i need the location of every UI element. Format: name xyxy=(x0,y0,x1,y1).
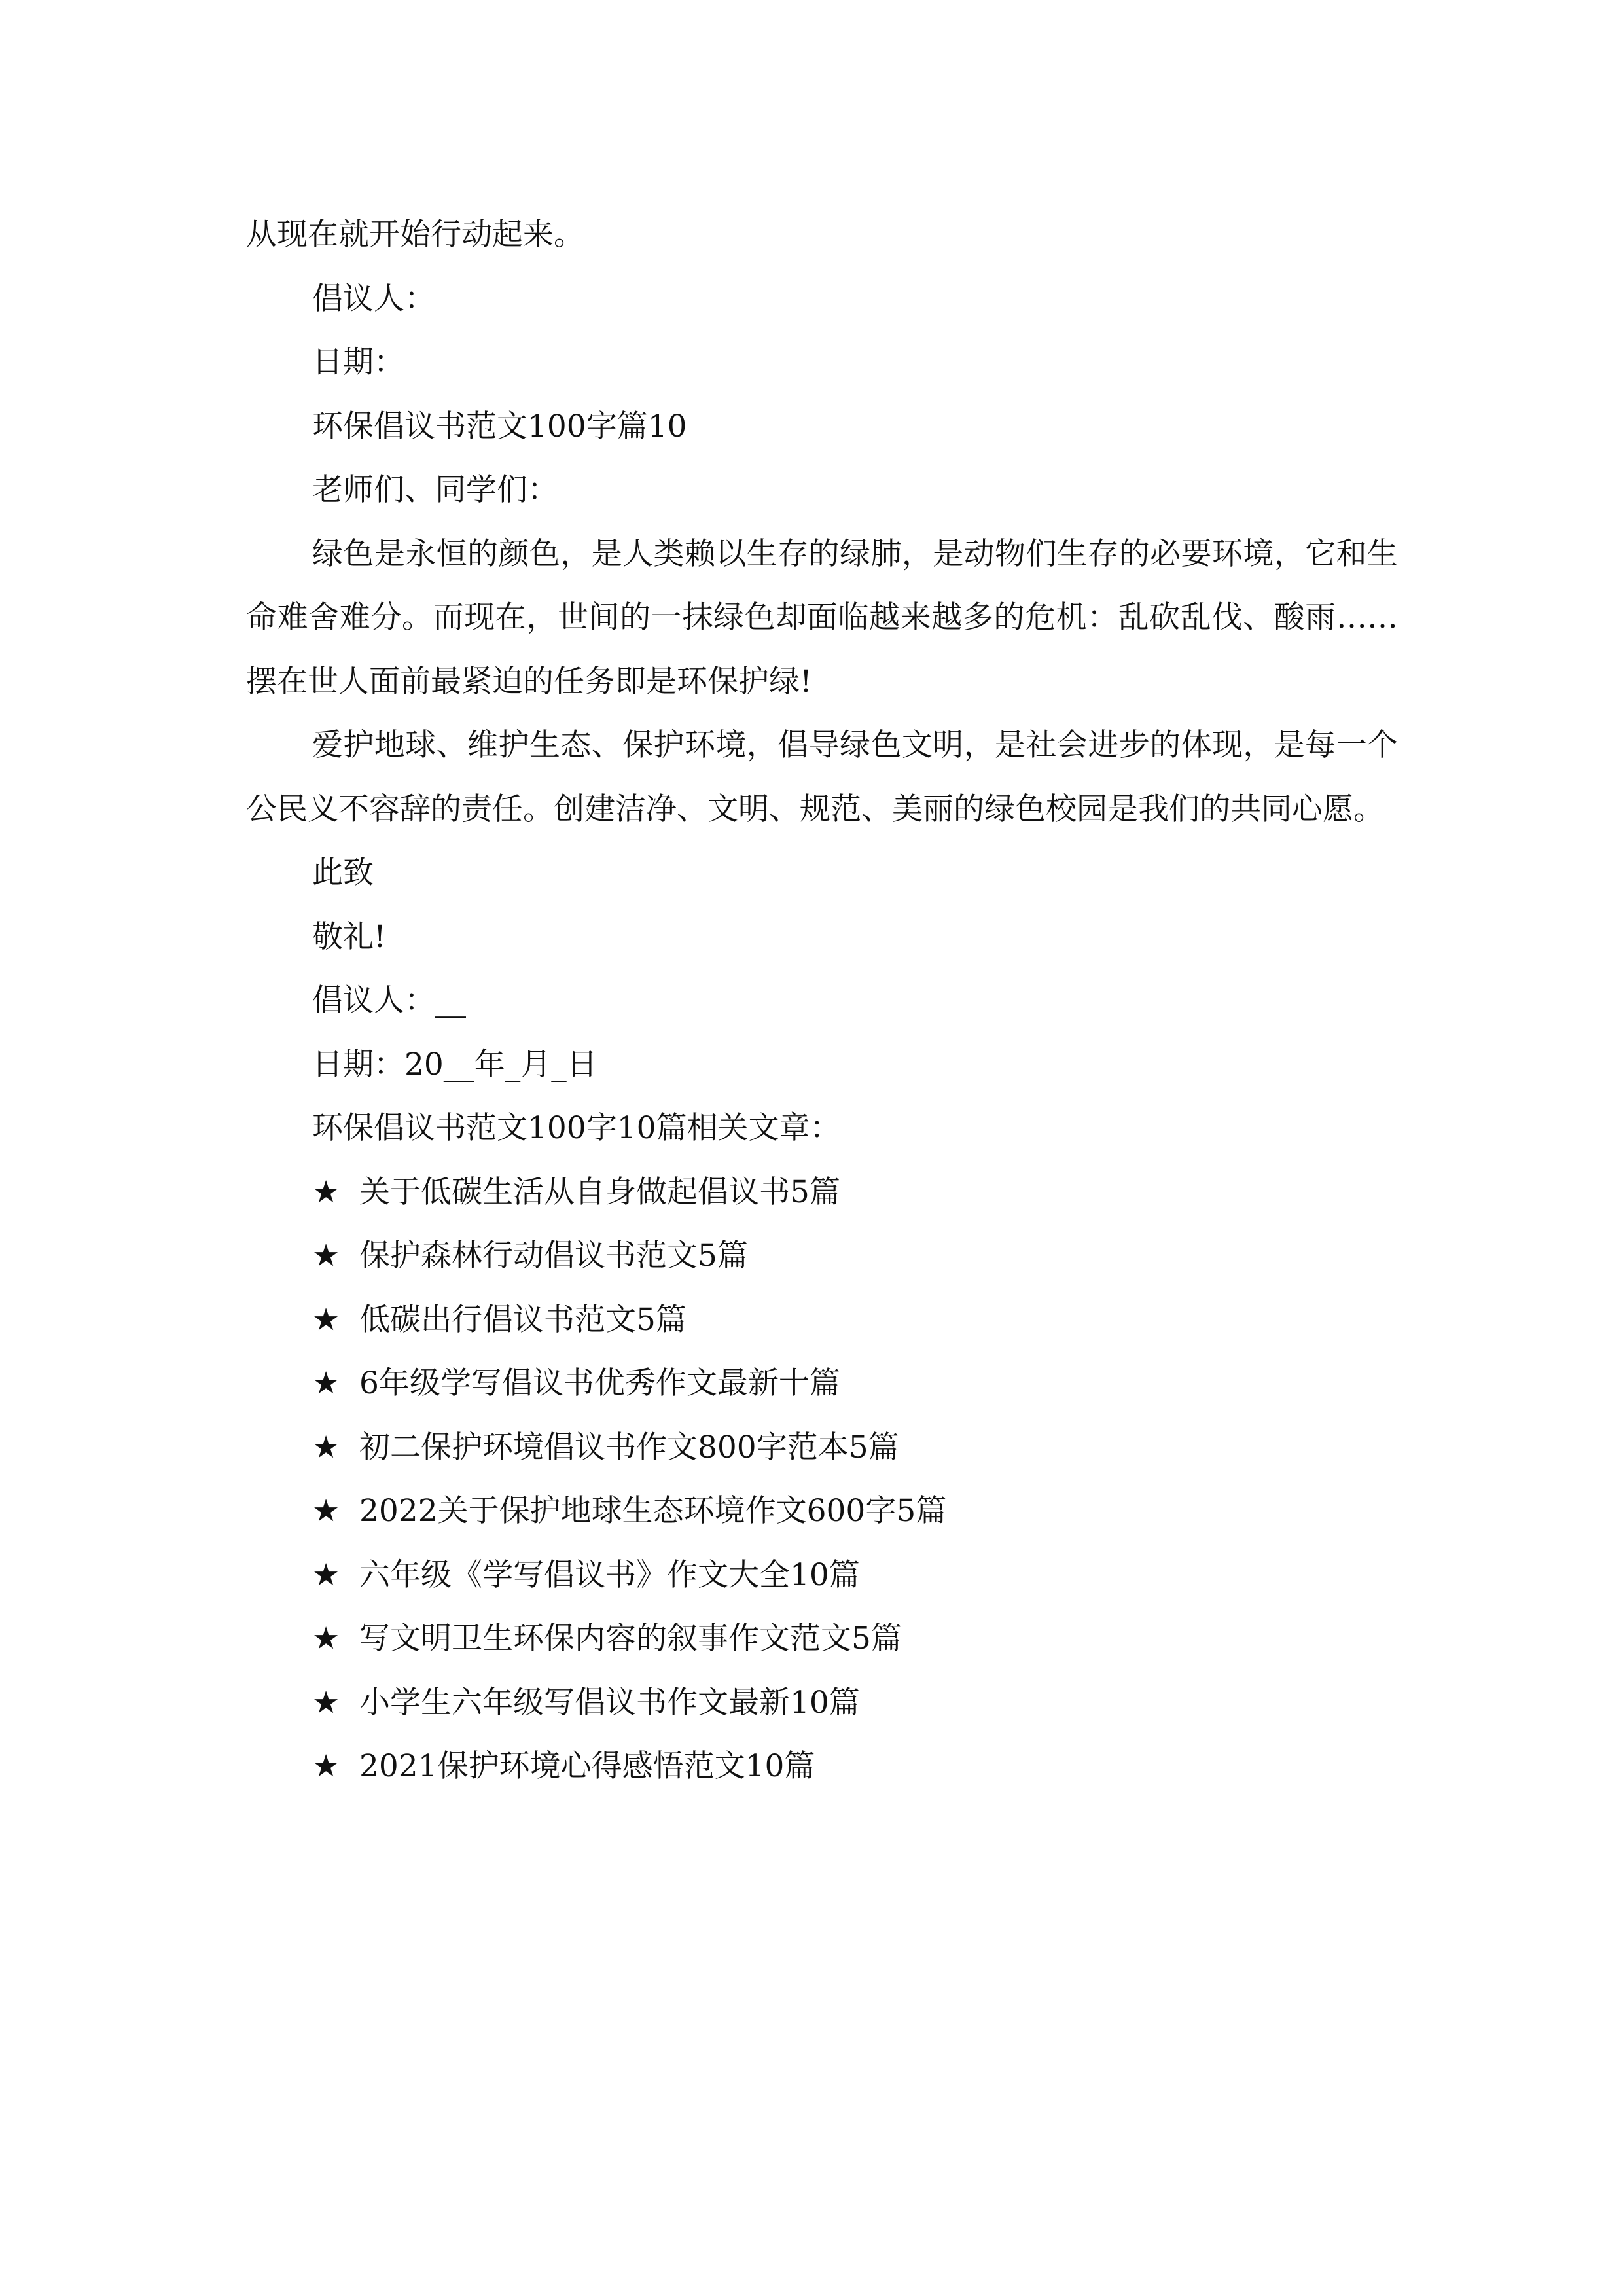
star-icon: ★ xyxy=(312,1621,340,1657)
related-article-link[interactable] xyxy=(246,1479,1398,1543)
related-article-title: 6年级学写倡议书优秀作文最新十篇 xyxy=(359,1365,840,1401)
related-article-link[interactable] xyxy=(246,1352,1398,1416)
related-article-link[interactable] xyxy=(246,1160,1398,1225)
salutation: 老师们、同学们： xyxy=(312,472,558,508)
star-icon: ★ xyxy=(312,1238,340,1274)
related-article-title: 六年级《学写倡议书》作文大全10篇 xyxy=(359,1556,860,1593)
related-article-link[interactable] xyxy=(246,1543,1398,1607)
related-article-link[interactable] xyxy=(246,1734,1398,1799)
section-heading: 环保倡议书范文100字篇10 xyxy=(312,408,687,444)
related-article-title: 2021保护环境心得感悟范文10篇 xyxy=(359,1748,815,1784)
related-article-title: 关于低碳生活从自身做起倡议书5篇 xyxy=(359,1174,840,1210)
body-paragraph-2: 爱护地球、维护生态、保护环境，倡导绿色文明，是社会进步的体现，是每一个公民义不容辞的责任。创建洁净、文明、规范、美丽的绿色校园是我们的共同心愿。 xyxy=(246,727,1398,827)
date-line: 日期：20__年_月_日 xyxy=(312,1046,597,1083)
related-article-title: 初二保护环境倡议书作文800字范本5篇 xyxy=(359,1429,899,1465)
first-signer-line: 倡议人： xyxy=(312,280,435,317)
star-icon: ★ xyxy=(312,1174,340,1210)
related-article-link[interactable] xyxy=(246,1416,1398,1480)
related-article-link[interactable] xyxy=(246,1288,1398,1352)
related-article-link[interactable] xyxy=(246,1671,1398,1735)
related-article-title: 保护森林行动倡议书范文5篇 xyxy=(359,1238,748,1274)
related-article-title: 写文明卫生环保内容的叙事作文范文5篇 xyxy=(359,1621,902,1657)
related-articles-heading: 环保倡议书范文100字10篇相关文章： xyxy=(312,1110,841,1146)
continuation-text: 从现在就开始行动起来。 xyxy=(246,217,584,253)
first-date-line: 日期： xyxy=(312,344,404,380)
star-icon: ★ xyxy=(312,1748,340,1784)
star-icon: ★ xyxy=(312,1493,340,1529)
star-icon: ★ xyxy=(312,1684,340,1721)
related-article-title: 小学生六年级写倡议书作文最新10篇 xyxy=(359,1684,860,1721)
related-article-title: 2022关于保护地球生态环境作文600字5篇 xyxy=(359,1493,947,1529)
related-article-title: 低碳出行倡议书范文5篇 xyxy=(359,1301,687,1338)
related-articles-list xyxy=(246,1160,1398,1799)
signer-line: 倡议人：__ xyxy=(312,982,466,1018)
related-article-link[interactable] xyxy=(246,1607,1398,1671)
star-icon: ★ xyxy=(312,1556,340,1593)
star-icon: ★ xyxy=(312,1365,340,1401)
body-paragraph-1: 绿色是永恒的颜色，是人类赖以生存的绿肺，是动物们生存的必要环境，它和生命难舍难分。而现在，世间的一抹绿色却面临越来越多的危机：乱砍乱伐、酸雨……摆在世人面前最紧迫的任务即是环保护绿! xyxy=(246,535,1398,700)
document-page xyxy=(246,203,1398,1799)
closing-line-1: 此致 xyxy=(312,855,374,891)
star-icon: ★ xyxy=(312,1429,340,1465)
closing-line-2: 敬礼! xyxy=(312,918,386,955)
star-icon: ★ xyxy=(312,1301,340,1338)
related-article-link[interactable] xyxy=(246,1224,1398,1288)
